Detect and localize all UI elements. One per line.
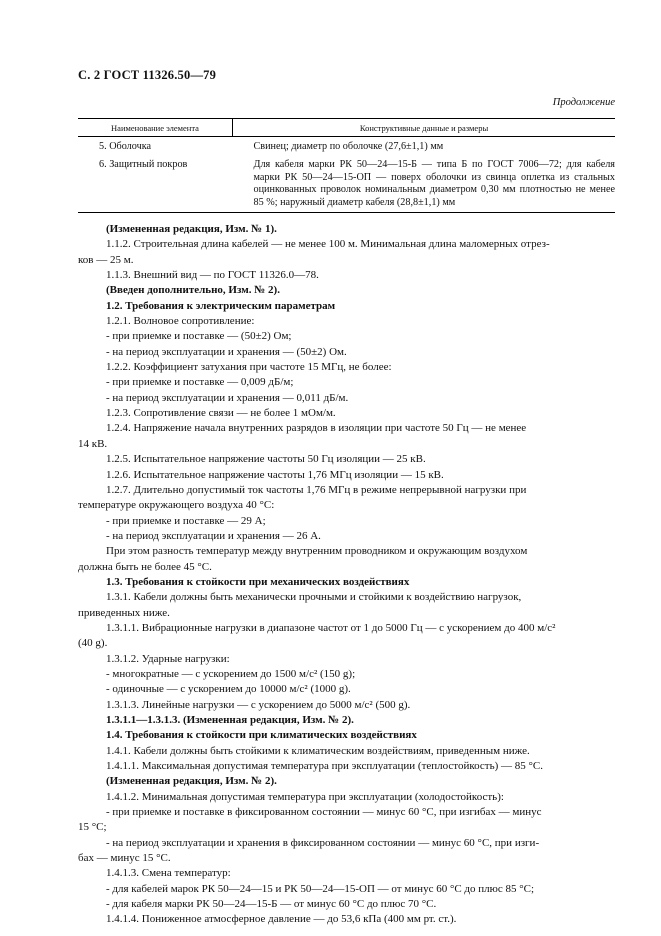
paragraph: 1.2.7. Длительно допустимый ток частоты 1,76 МГц в режиме непрерывной нагрузки при (106, 483, 527, 496)
paragraph: 1.4.1.4. Пониженное атмосферное давление — до 53,6 кПа (400 мм рт. ст.). (106, 913, 457, 926)
paragraph: 1.2.3. Сопротивление связи — не более 1 мОм/м. (106, 407, 336, 420)
paragraph: 15 °С; (78, 821, 107, 834)
list-item: - на период эксплуатации и хранения в фиксированном состоянии — минус 60 °С, при изги- (106, 836, 540, 849)
paragraph: 1.2.6. Испытательное напряжение частоты 1,76 МГц изоляции — 15 кВ. (106, 468, 444, 481)
section-heading: 1.4. Требования к стойкости при климатических воздействиях (106, 729, 417, 742)
paragraph: 1.4.1.2. Минимальная допустимая температура при эксплуатации (холодостойкость): (106, 790, 504, 803)
paragraph: 14 кВ. (78, 437, 108, 450)
list-item: - при приемке и поставке — 0,009 дБ/м; (106, 376, 294, 389)
section-heading: 1.3. Требования к стойкости при механических воздействиях (106, 575, 410, 588)
paragraph: При этом разность температур между внутренним проводником и окружающим воздухом (106, 545, 528, 558)
paragraph: 1.3.1.1. Вибрационные нагрузки в диапазоне частот от 1 до 5000 Гц — с ускорением до 400 м/с² (106, 621, 556, 634)
paragraph: бах — минус 15 °С. (78, 852, 171, 865)
list-item: - для кабеля марки РК 50—24—15-Б — от минус 60 °С до плюс 70 °С. (106, 898, 437, 911)
table-row (78, 137, 615, 156)
list-item: - на период эксплуатации и хранения — 0,011 дБ/м. (106, 391, 349, 404)
paragraph: 1.1.3. Внешний вид — по ГОСТ 11326.0—78. (106, 269, 319, 282)
paragraph: 1.1.2. Строительная длина кабелей — не менее 100 м. Минимальная длина маломерных отрез- (106, 238, 550, 251)
paragraph: температуре окружающего воздуха 40 °С: (78, 499, 275, 512)
table-cell-desc: Свинец; диаметр по оболочке (27,6±1,1) мм (253, 141, 444, 152)
paragraph: 1.3.1.2. Ударные нагрузки: (106, 652, 230, 665)
list-item: - при приемке и поставке — 29 А; (106, 514, 266, 527)
section-heading: 1.2. Требования к электрическим параметрам (106, 299, 336, 312)
list-item: - при приемке и поставке — (50±2) Ом; (106, 330, 292, 343)
table-cell-name: 6. Защитный покров (78, 155, 233, 212)
table-cell-desc: Для кабеля марки РК 50—24—15-Б — типа Б по ГОСТ 7006—72; для кабеля марки РК 50—24—15-ОП — поверх оболочки из свинца оплетка из стальных оцинкованных проволок номинальным диаметром 0,30 мм плотностью не менее 85 %; наружный диаметр кабеля (28,8±1,1) мм (233, 155, 616, 212)
paragraph: 1.4.1. Кабели должны быть стойкими к климатическим воздействиям, приведенным ниже. (106, 744, 530, 757)
document-body (78, 222, 614, 928)
spec-table (78, 118, 615, 213)
page-header: С. 2 ГОСТ 11326.50—79 (78, 68, 217, 82)
continuation-label: Продолжение (552, 97, 615, 108)
list-item: - одиночные — с ускорением до 10000 м/с² (1000 g). (106, 683, 351, 696)
paragraph: 1.4.1.1. Максимальная допустимая температура при эксплуатации (теплостойкость) — 85 °С. (106, 760, 544, 773)
table-cell-name: 5. Оболочка (99, 141, 152, 152)
table-row (78, 155, 615, 212)
amendment-note: (Измененная редакция, Изм. № 2). (106, 775, 277, 788)
list-item: - при приемке и поставке в фиксированном состоянии — минус 60 °С, при изгибах — минус (106, 806, 542, 819)
paragraph: 1.2.1. Волновое сопротивление: (106, 315, 255, 328)
table-header-row (78, 119, 615, 137)
amendment-note: 1.3.1.1—1.3.1.3. (Измененная редакция, Изм. № 2). (106, 714, 354, 726)
column-header: Конструктивные данные и размеры (233, 119, 616, 137)
paragraph: 1.4.1.3. Смена температур: (106, 867, 231, 880)
list-item: - многократные — с ускорением до 1500 м/с² (150 g); (106, 667, 356, 680)
paragraph: 1.2.4. Напряжение начала внутренних разрядов в изоляции при частоте 50 Гц — не менее (106, 422, 527, 435)
paragraph: ков — 25 м. (78, 253, 134, 266)
list-item: - на период эксплуатации и хранения — (50±2) Ом. (106, 345, 347, 358)
paragraph: (40 g). (78, 637, 108, 650)
list-item: - на период эксплуатации и хранения — 26 А. (106, 529, 321, 542)
paragraph: должна быть не более 45 °С. (78, 560, 212, 573)
paragraph: 1.3.1.3. Линейные нагрузки — с ускорением до 5000 м/с² (500 g). (106, 698, 411, 711)
paragraph: 1.3.1. Кабели должны быть механически прочными и стойкими к воздействию нагрузок, (106, 591, 522, 604)
paragraph: 1.2.5. Испытательное напряжение частоты 50 Гц изоляции — 25 кВ. (106, 453, 426, 466)
column-header: Наименование элемента (78, 119, 233, 137)
amendment-note: (Измененная редакция, Изм. № 1). (106, 223, 277, 235)
paragraph: 1.2.2. Коэффициент затухания при частоте 15 МГц, не более: (106, 361, 392, 374)
paragraph: приведенных ниже. (78, 606, 170, 619)
amendment-note: (Введен дополнительно, Изм. № 2). (106, 284, 280, 297)
list-item: - для кабелей марок РК 50—24—15 и РК 50—24—15-ОП — от минус 60 °С до плюс 85 °С; (106, 882, 535, 895)
